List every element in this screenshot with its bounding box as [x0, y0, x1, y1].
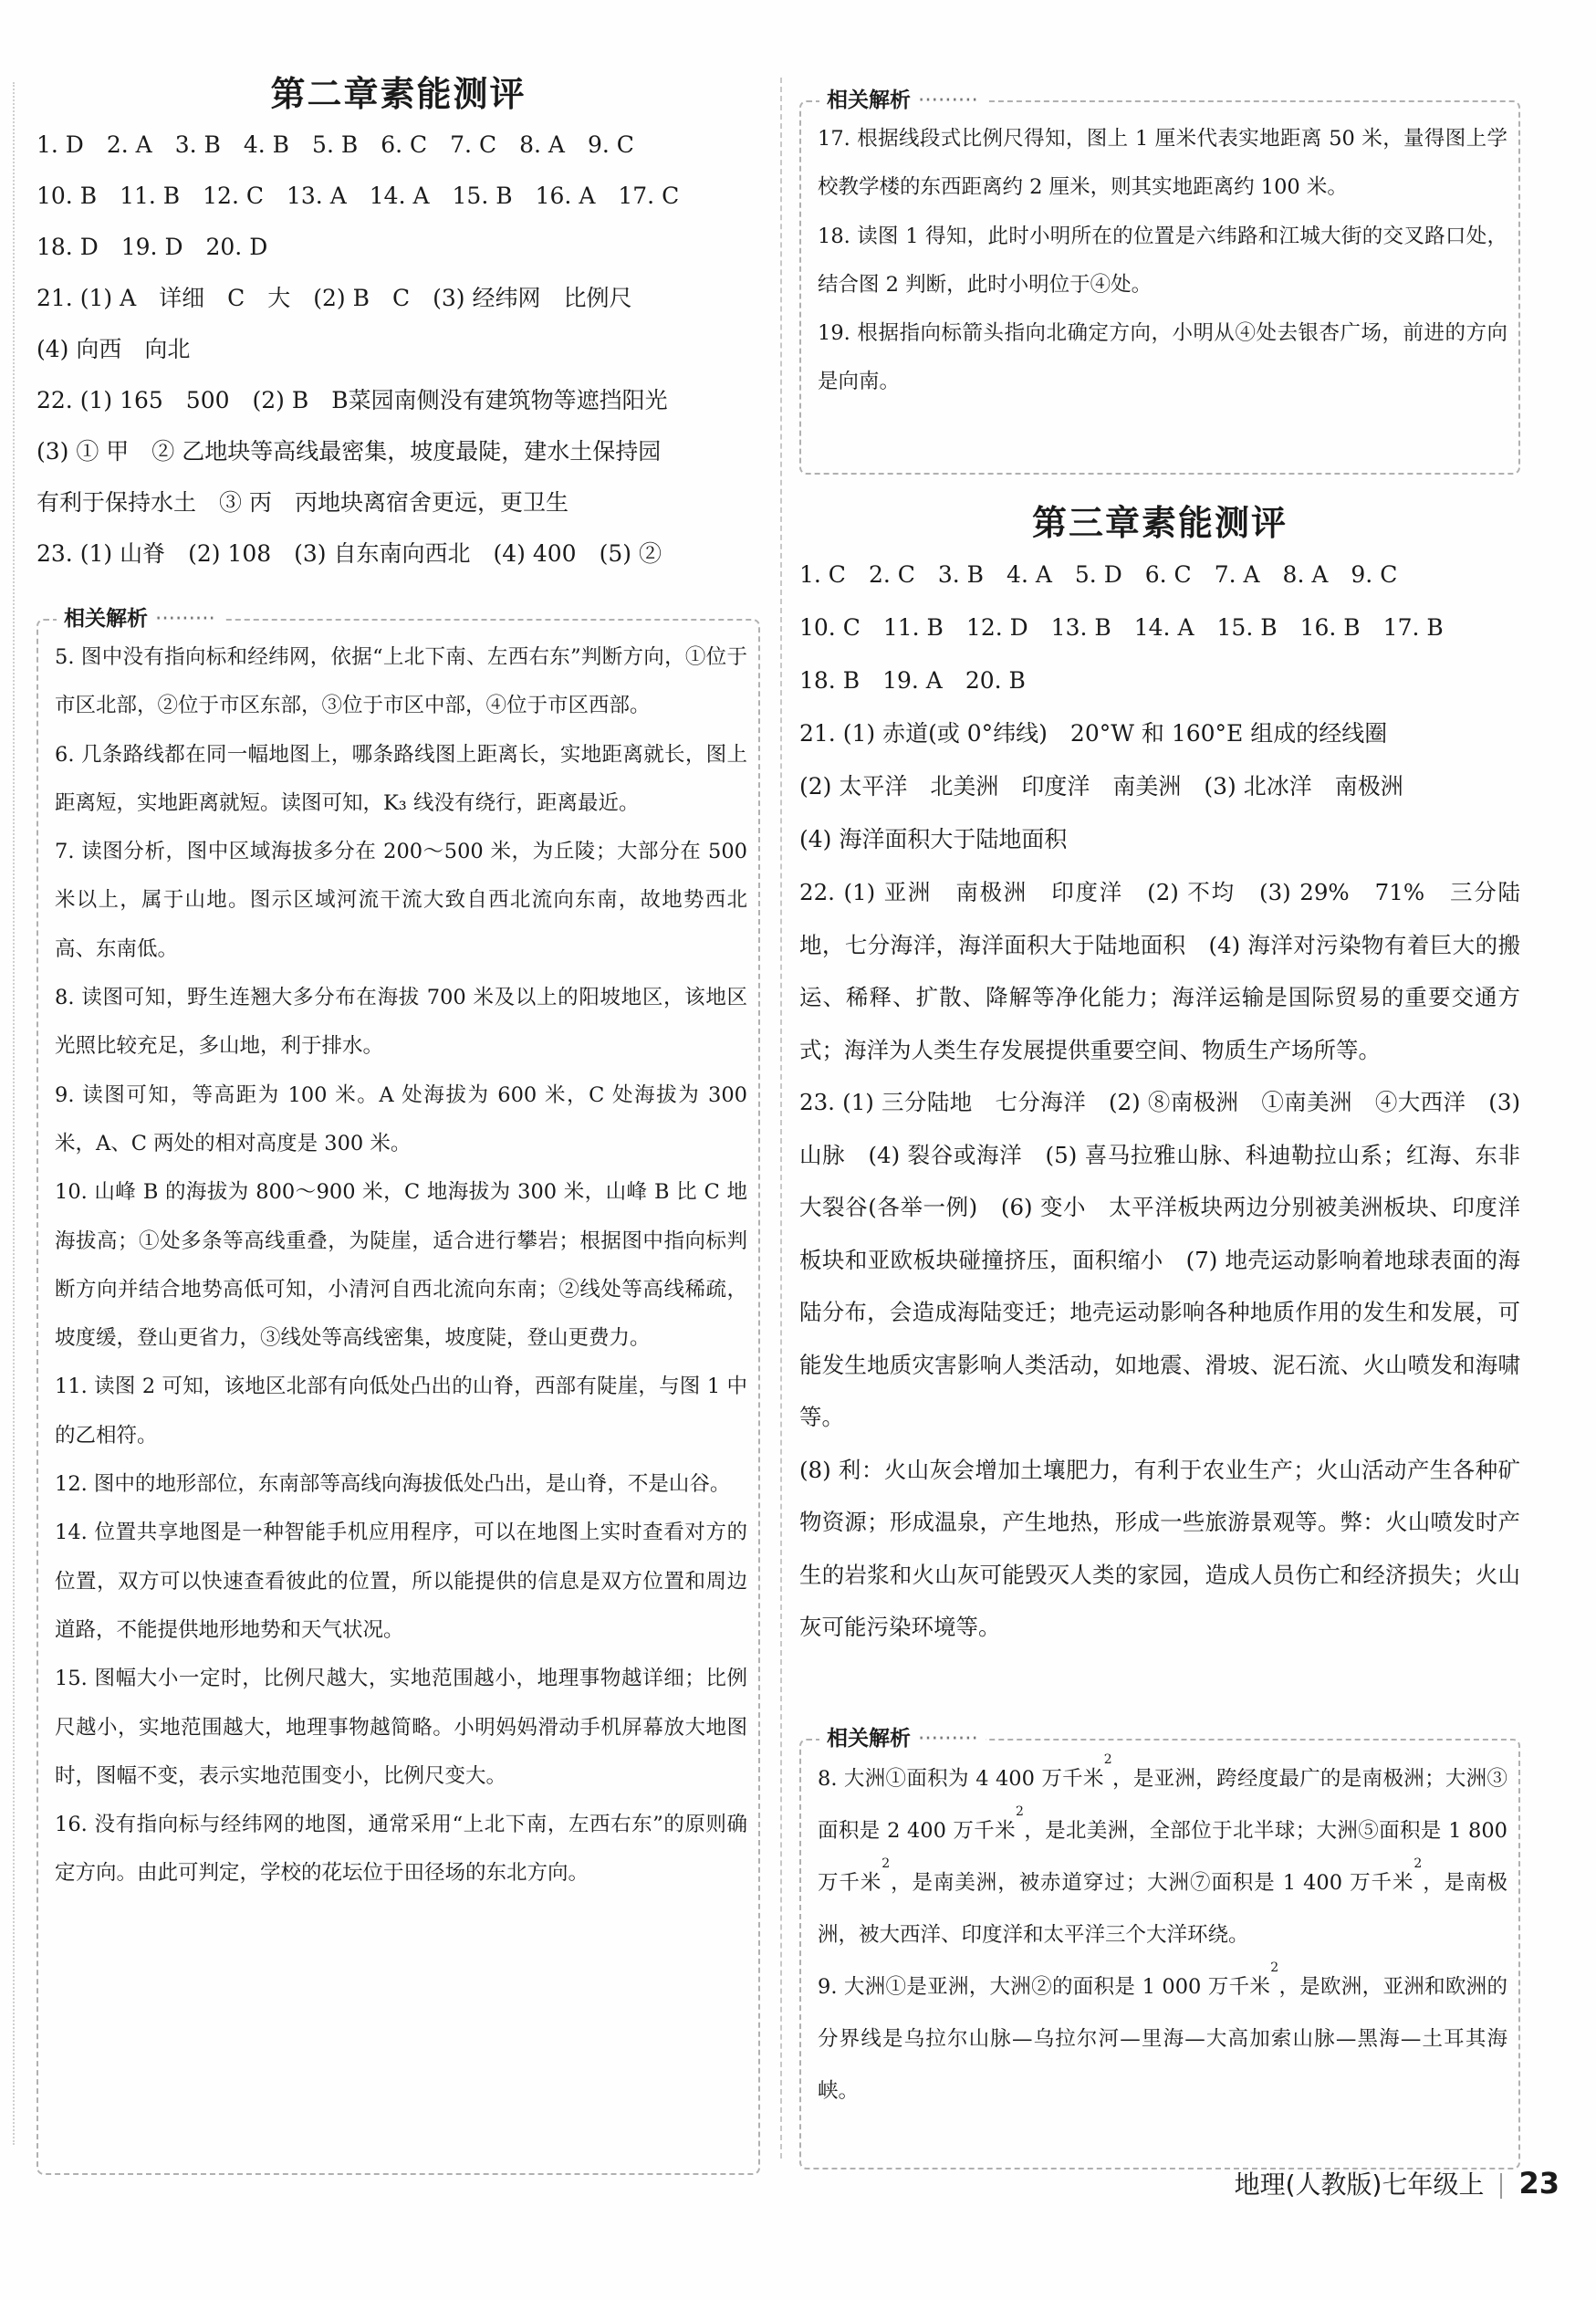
answer-item: 6. C	[1144, 561, 1192, 588]
analysis-item: 11. 读图 2 可知，该地区北部有向低处凸出的山脊，西部有陡崖，与图 1 中的乙相符。	[55, 1375, 747, 1448]
analysis-tag: 相关解析 ·········	[819, 86, 986, 115]
answer-item: 18. D	[37, 234, 99, 260]
analysis-item: 16. 没有指向标与经纬网的地图，通常采用“上北下南，左西右东”的原则确定方向。由此可判定，学校的花坛位于田径场的东北方向。	[55, 1813, 747, 1886]
answer-row	[799, 549, 1520, 601]
answer-item: 11. B	[882, 614, 944, 641]
chapter2-answers	[37, 120, 760, 580]
superscript: 2	[1103, 1752, 1112, 1767]
analysis-tag-text: 相关解析	[827, 1727, 911, 1751]
analysis-item: 5. 图中没有指向标和经纬网，依据“上北下南、左西右东”判断方向，①位于市区北部，②位于市区东部，③位于市区中部，④位于市区西部。	[55, 645, 747, 718]
answer-row	[37, 171, 760, 222]
answer-item: 1. C	[799, 561, 846, 588]
analysis-text: 9. 大洲①是亚洲，大洲②的面积是 1 000 万千米	[818, 1975, 1271, 1999]
analysis-item: 18. 读图 1 得知，此时小明所在的位置是六纬路和江城大街的交叉路口处，结合图 2 判断，此时小明位于④处。	[818, 224, 1507, 297]
answer-item: 15. B	[1216, 614, 1278, 641]
answer-item: 3. B	[937, 561, 985, 588]
analysis-item: 17. 根据线段式比例尺得知，图上 1 厘米代表实地距离 50 米，量得图上学校教学楼的东西距离约 2 厘米，则其实地距离约 100 米。	[818, 127, 1507, 200]
chapter3-analysis-box	[799, 1727, 1520, 2169]
footer-separator	[1500, 2173, 1502, 2199]
answer-line: 22. (1) 165 500 (2) B B菜园南侧没有建筑物等遮挡阳光	[37, 387, 668, 413]
page-footer	[1235, 2165, 1559, 2201]
answer-row	[799, 654, 1520, 707]
chapter3-section	[799, 497, 1520, 1654]
analysis-tag-text: 相关解析	[827, 89, 911, 112]
answer-line: (3) ① 甲 ② 乙地块等高线最密集，坡度最陡，建水土保持园	[37, 438, 662, 465]
footer-subject: 地理(人教版)七年级上	[1234, 2169, 1485, 2200]
answer-item: 12. D	[965, 614, 1028, 641]
page-number: 23	[1518, 2166, 1559, 2201]
answer-item: 19. D	[120, 234, 183, 260]
chapter2-analysis-cont-box	[799, 89, 1520, 475]
analysis-item: 7. 读图分析，图中区域海拔多分在 200～500 米，为丘陵；大部分在 500 米以上，属于山地。图示区域河流干流大致自西北流向东南，故地势西北高、东南低。	[55, 840, 747, 961]
answer-item: 10. B	[37, 183, 98, 209]
superscript: 2	[1270, 1960, 1279, 1975]
answer-item: 11. B	[120, 183, 181, 209]
answer-item: 2. C	[868, 561, 915, 588]
answer-item: 14. A	[369, 183, 430, 209]
chapter3-answers	[799, 549, 1520, 866]
analysis-text: ，是欧洲，亚洲和欧洲的分界线是乌拉尔山脉—乌拉尔河—里海—大高加索山脉—黑海—土耳其海峡。	[818, 1975, 1507, 2103]
superscript: 2	[881, 1856, 891, 1871]
answer-row	[37, 222, 760, 273]
answer-item: 19. A	[882, 667, 943, 694]
analysis-item: 12. 图中的地形部位，东南部等高线向海拔低处凸出，是山脊，不是山谷。	[55, 1472, 731, 1497]
answer-paragraph: 22. (1) 亚洲 南极洲 印度洋 (2) 不均 (3) 29% 71% 三分陆地，七分海洋，海洋面积大于陆地面积 (4) 海洋对污染物有着巨大的搬运、稀释、扩散、降解等净化能力；海洋运输是国际贸易的重要交通方式；海洋为人类生存发展提供重要空间、物质生产场所等。	[799, 879, 1520, 1063]
answer-item: 7. C	[450, 131, 497, 158]
analysis-item	[818, 1961, 1507, 2117]
analysis-tag-text: 相关解析	[64, 607, 148, 631]
answer-item: 14. A	[1133, 614, 1194, 641]
answer-row	[37, 120, 760, 171]
analysis-text: ，是南美洲，被赤道穿过；大洲⑦面积是 1 400 万千米	[890, 1871, 1414, 1895]
answer-item: 18. B	[799, 667, 861, 694]
answer-paragraph: (8) 利：火山灰会增加土壤肥力，有利于农业生产；火山活动产生各种矿物资源；形成温泉，产生地热，形成一些旅游景观等。弊：火山喷发时产生的岩浆和火山灰可能毁灭人类的家园，造成人员伤亡和经济损失；火山灰可能污染环境等。	[799, 1456, 1520, 1640]
superscript: 2	[1016, 1804, 1024, 1819]
analysis-text: ，是亚洲，跨经度最广的是南极洲；大洲③面积是 2 400 万千米	[818, 1767, 1507, 1843]
answer-line: (2) 太平洋 北美洲 印度洋 南美洲 (3) 北冰洋 南极洲	[799, 773, 1403, 800]
answer-line: 21. (1) 赤道(或 0°纬线) 20°W 和 160°E 组成的经线圈	[799, 720, 1388, 747]
chapter2-title: 第二章素能测评	[270, 74, 527, 114]
chapter3-title: 第三章素能测评	[1031, 503, 1288, 543]
analysis-item	[818, 1753, 1507, 1961]
answer-item: 10. C	[799, 614, 861, 641]
answer-item: 8. A	[519, 131, 565, 158]
analysis-text: ，是北美洲，全部位于北半球；大洲⑤面积是 1 800 万千米	[818, 1819, 1507, 1895]
answer-paragraph: 23. (1) 三分陆地 七分海洋 (2) ⑧南极洲 ①南美洲 ④大西洋 (3) 山脉 (4) 裂谷或海洋 (5) 喜马拉雅山脉、科迪勒拉山系；红海、东非大裂谷(各举一例) (6) 变小 太平洋板块两边分别被美洲板块、印度洋板块和亚欧板块碰撞挤压，面积缩小 (7) 地壳运动影响着地球表面的海陆分布，会造成海陆变迁；地壳运动影响各种地质作用的发生和发展，可能发生地质灾害影响人类活动，如地震、滑坡、泥石流、火山喷发和海啸等。	[799, 1089, 1520, 1430]
chapter2-analysis-list	[55, 633, 747, 1898]
answer-item: 5. B	[312, 131, 359, 158]
analysis-item: 8. 读图可知，野生连翘大多分布在海拔 700 米及以上的阳坡地区，该地区光照比较充足，多山地，利于排水。	[55, 986, 747, 1059]
answer-row	[799, 601, 1520, 654]
chapter2-analysis-cont-list	[818, 115, 1507, 407]
chapter2-analysis-box	[37, 607, 760, 2175]
analysis-text: 8. 大洲①面积为 4 400 万千米	[818, 1767, 1104, 1791]
chapter3-long-answers	[799, 866, 1520, 1654]
answer-item: 16. B	[1299, 614, 1361, 641]
answer-item: 9. C	[1351, 561, 1398, 588]
answer-item: 8. A	[1282, 561, 1329, 588]
answer-item: 1. D	[37, 131, 84, 158]
answer-item: 12. C	[203, 183, 264, 209]
left-column	[37, 68, 760, 580]
answer-item: 20. D	[205, 234, 268, 260]
answer-item: 3. B	[174, 131, 221, 158]
column-divider	[780, 78, 782, 2159]
margin-line	[13, 82, 15, 2145]
analysis-item: 10. 山峰 B 的海拔为 800～900 米，C 地海拔为 300 米，山峰 B 比 C 地海拔高；①处多条等高线重叠，为陡崖，适合进行攀岩；根据图中指向标判断方向并结合地势高低可知，小清河自西北流向东南；②线处等高线稀疏，坡度缓，登山更省力，③线处等高线密集，坡度陡，登山更费力。	[55, 1180, 747, 1351]
answer-item: 15. B	[452, 183, 513, 209]
answer-item: 6. C	[381, 131, 428, 158]
analysis-item: 9. 读图可知，等高距为 100 米。A 处海拔为 600 米，C 处海拔为 300 米，A、C 两处的相对高度是 300 米。	[55, 1082, 747, 1155]
chapter3-analysis-list	[818, 1753, 1507, 2117]
answer-item: 17. B	[1382, 614, 1444, 641]
answer-item: 13. B	[1050, 614, 1111, 641]
answer-item: 5. D	[1074, 561, 1122, 588]
analysis-item: 15. 图幅大小一定时，比例尺越大，实地范围越小，地理事物越详细；比例尺越小，实地范围越大，地理事物越简略。小明妈妈滑动手机屏幕放大地图时，图幅不变，表示实地范围变小，比例尺变大。	[55, 1667, 747, 1788]
analysis-tag: 相关解析 ·········	[57, 604, 223, 633]
answer-item: 17. C	[618, 183, 680, 209]
answer-line: 23. (1) 山脊 (2) 108 (3) 自东南向西北 (4) 400 (5) ②	[37, 540, 662, 567]
analysis-item: 19. 根据指向标箭头指向北确定方向，小明从④处去银杏广场，前进的方向是向南。	[818, 321, 1507, 394]
answer-line: (4) 向西 向北	[37, 336, 191, 362]
analysis-text: ，是南极洲，被大西洋、印度洋和太平洋三个大洋环绕。	[818, 1871, 1507, 1947]
superscript: 2	[1413, 1856, 1423, 1871]
answer-line: 有利于保持水土 ③ 丙 丙地块离宿舍更远，更卫生	[37, 489, 569, 516]
analysis-item: 14. 位置共享地图是一种智能手机应用程序，可以在地图上实时查看对方的位置，双方可以快速查看彼此的位置，所以能提供的信息是双方位置和周边道路，不能提供地形地势和天气状况。	[55, 1521, 747, 1642]
answer-item: 2. A	[106, 131, 152, 158]
answer-item: 4. B	[243, 131, 290, 158]
answer-item: 7. A	[1214, 561, 1260, 588]
analysis-tag: 相关解析 ·········	[819, 1724, 986, 1753]
answer-item: 9. C	[587, 131, 634, 158]
answer-item: 13. A	[287, 183, 347, 209]
answer-line: (4) 海洋面积大于陆地面积	[799, 826, 1068, 852]
answer-item: 16. A	[535, 183, 596, 209]
answer-item: 20. B	[965, 667, 1026, 694]
answer-line: 21. (1) A 详细 C 大 (2) B C (3) 经纬网 比例尺	[37, 285, 632, 311]
answer-item: 4. A	[1007, 561, 1052, 588]
analysis-item: 6. 几条路线都在同一幅地图上，哪条路线图上距离长，实地距离就长，图上距离短，实地距离就短。读图可知，K₃ 线没有绕行，距离最近。	[55, 742, 747, 815]
